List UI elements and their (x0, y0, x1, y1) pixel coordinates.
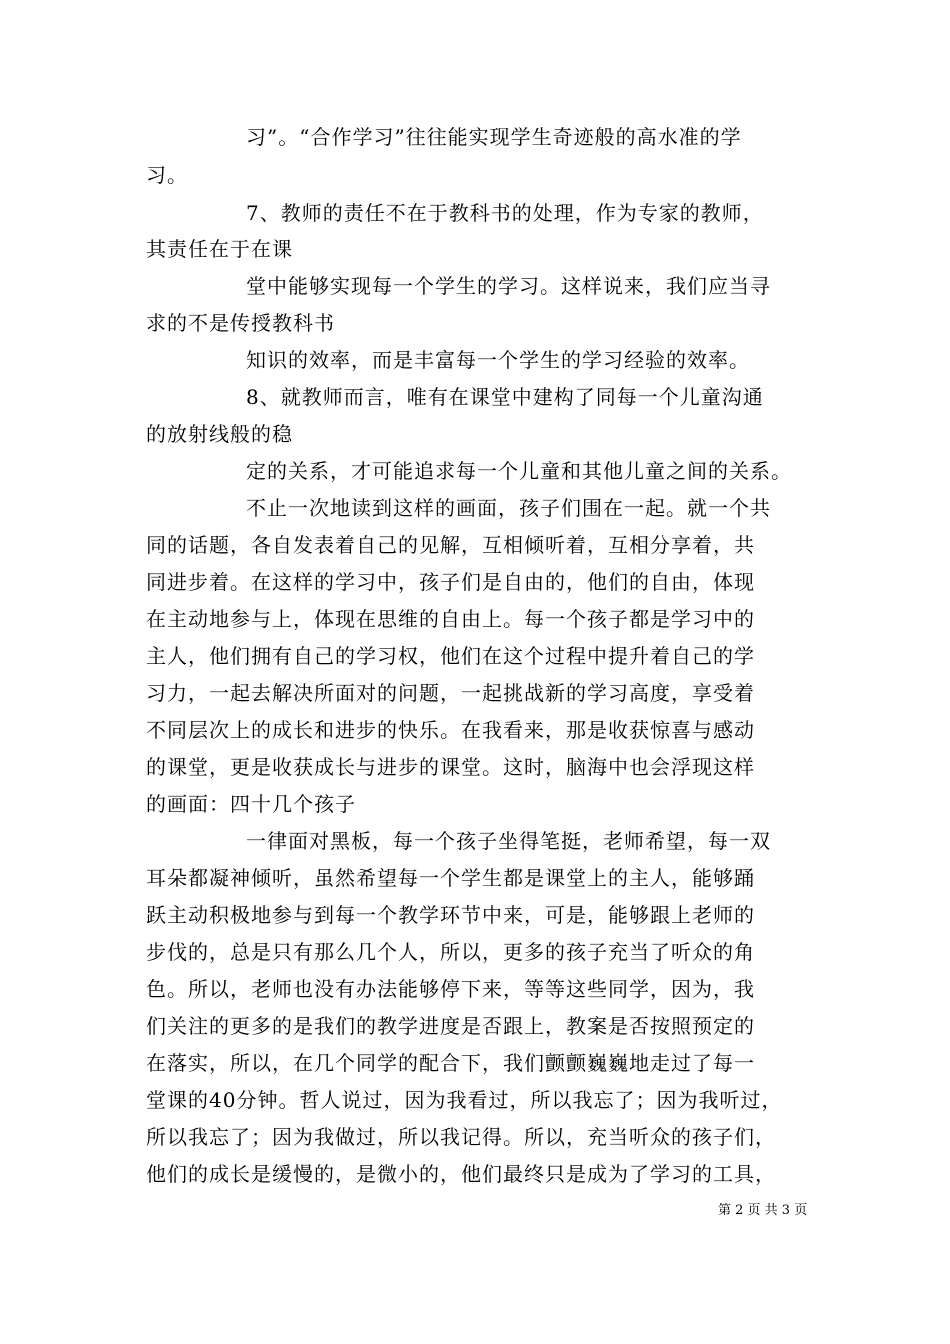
text-line: 求的不是传授教科书 (146, 311, 335, 335)
text-line: 其责任在于在课 (146, 237, 293, 261)
text-line: 堂课的40分钟。哲人说过，因为我看过，所以我忘了；因为我听过， (146, 1088, 783, 1112)
text-line: 在落实，所以，在几个同学的配合下，我们颤颤巍巍地走过了每一 (146, 1051, 755, 1075)
text-line: 的画面：四十几个孩子 (146, 792, 356, 816)
page-number: 第 2 页 共 3 页 (718, 1203, 808, 1218)
text-line: 不同层次上的成长和进步的快乐。在我看来，那是收获惊喜与感动 (146, 718, 755, 742)
text-line: 耳朵都凝神倾听，虽然希望每一个学生都是课堂上的主人，能够踊 (146, 866, 755, 890)
text-line: 跃主动积极地参与到每一个教学环节中来，可是，能够跟上老师的 (146, 903, 755, 927)
text-line: 7、教师的责任不在于教科书的处理，作为专家的教师， (246, 201, 764, 225)
text-line: 一律面对黑板，每一个孩子坐得笔挺，老师希望，每一双 (246, 829, 771, 853)
text-line: 的课堂，更是收获成长与进步的课堂。这时，脑海中也会浮现这样 (146, 755, 755, 779)
text-line: 同进步着。在这样的学习中，孩子们是自由的，他们的自由，体现 (146, 570, 755, 594)
text-line: 习力，一起去解决所面对的问题，一起挑战新的学习高度，享受着 (146, 681, 755, 705)
text-line: 所以我忘了；因为我做过，所以我记得。所以，充当听众的孩子们， (146, 1125, 776, 1149)
text-line: 在主动地参与上，体现在思维的自由上。每一个孩子都是学习中的 (146, 607, 755, 631)
text-line: 的放射线般的稳 (146, 422, 293, 446)
text-line: 不止一次地读到这样的画面，孩子们围在一起。就一个共 (246, 496, 771, 520)
text-line: 知识的效率，而是丰富每一个学生的学习经验的效率。 (246, 348, 750, 372)
text-line: 习”。“合作学习”往往能实现学生奇迹般的高水准的学 (246, 125, 742, 149)
text-line: 习。 (146, 163, 188, 187)
text-line: 8、就教师而言，唯有在课堂中建构了同每一个儿童沟通 (246, 385, 764, 409)
text-line: 同的话题，各自发表着自己的见解，互相倾听着，互相分享着，共 (146, 533, 755, 557)
text-line: 他们的成长是缓慢的，是微小的，他们最终只是成为了学习的工具， (146, 1162, 776, 1186)
text-line: 定的关系，才可能追求每一个儿童和其他儿童之间的关系。 (246, 459, 792, 483)
text-line: 主人，他们拥有自己的学习权，他们在这个过程中提升着自己的学 (146, 644, 755, 668)
text-line: 们关注的更多的是我们的教学进度是否跟上，教案是否按照预定的 (146, 1014, 755, 1038)
text-line: 步伐的，总是只有那么几个人，所以，更多的孩子充当了听众的角 (146, 940, 755, 964)
text-line: 堂中能够实现每一个学生的学习。这样说来，我们应当寻 (246, 274, 771, 298)
text-line: 色。所以，老师也没有办法能够停下来，等等这些同学，因为，我 (146, 977, 755, 1001)
